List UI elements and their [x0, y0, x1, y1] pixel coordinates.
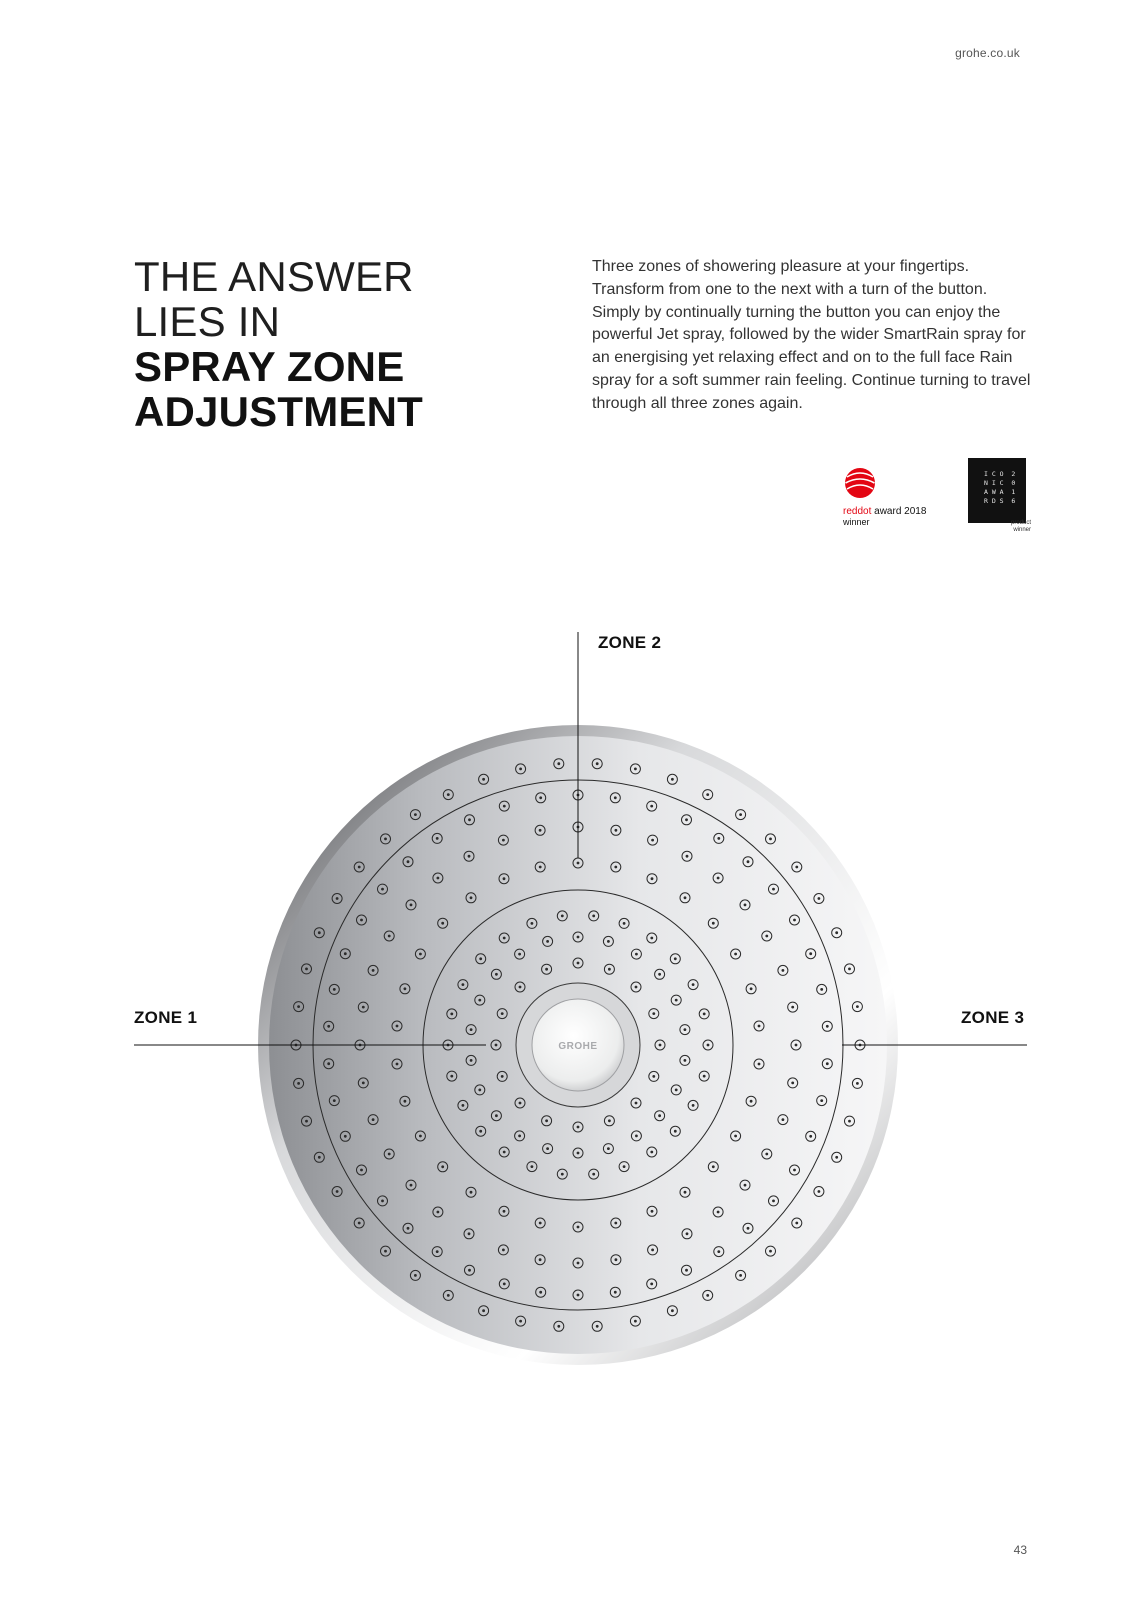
spray-nozzle-hole — [703, 1013, 706, 1016]
spray-nozzle-hole — [692, 1104, 695, 1107]
spray-nozzle-hole — [381, 888, 384, 891]
spray-nozzle-hole — [848, 968, 851, 971]
spray-nozzle-hole — [793, 919, 796, 922]
spray-nozzle-hole — [793, 1169, 796, 1172]
spray-nozzle-hole — [671, 778, 674, 781]
spray-nozzle-hole — [404, 987, 407, 990]
spray-nozzle-hole — [545, 968, 548, 971]
spray-nozzle-hole — [795, 1222, 798, 1225]
spray-nozzle-hole — [557, 762, 560, 765]
spray-nozzle-hole — [305, 968, 308, 971]
spray-nozzle-hole — [577, 1262, 580, 1265]
spray-nozzle-hole — [747, 860, 750, 863]
spray-nozzle-hole — [470, 896, 473, 899]
spray-nozzle-hole — [717, 877, 720, 880]
spray-nozzle-hole — [546, 940, 549, 943]
spray-nozzle-hole — [410, 904, 413, 907]
spray-nozzle-hole — [592, 1173, 595, 1176]
spray-nozzle-hole — [750, 987, 753, 990]
spray-nozzle-hole — [539, 829, 542, 832]
spray-nozzle-hole — [447, 793, 450, 796]
spray-nozzle-hole — [712, 1165, 715, 1168]
spray-nozzle-hole — [468, 1269, 471, 1272]
spray-nozzle-hole — [360, 919, 363, 922]
spray-nozzle-hole — [818, 1190, 821, 1193]
spray-nozzle-hole — [734, 953, 737, 956]
spray-nozzle-hole — [482, 1309, 485, 1312]
spray-nozzle-hole — [635, 1102, 638, 1105]
spray-nozzle-hole — [772, 888, 775, 891]
spray-nozzle-hole — [739, 813, 742, 816]
spray-nozzle-hole — [635, 953, 638, 956]
spray-nozzle-hole — [623, 1165, 626, 1168]
spray-nozzle-hole — [519, 1320, 522, 1323]
spray-nozzle-hole — [674, 957, 677, 960]
spray-nozzle-hole — [381, 1200, 384, 1203]
spray-nozzle-hole — [747, 1227, 750, 1230]
spray-nozzle-hole — [791, 1006, 794, 1009]
spray-nozzle-hole — [344, 1135, 347, 1138]
spray-nozzle-hole — [750, 1100, 753, 1103]
spray-nozzle-hole — [607, 1147, 610, 1150]
spray-nozzle-hole — [372, 1118, 375, 1121]
spray-nozzle-hole — [518, 953, 521, 956]
spray-nozzle-hole — [482, 778, 485, 781]
spray-nozzle-hole — [414, 813, 417, 816]
spray-nozzle-hole — [614, 1222, 617, 1225]
spray-nozzle-hole — [615, 829, 618, 832]
spray-nozzle-hole — [577, 862, 580, 865]
headline-line-4: ADJUSTMENT — [134, 388, 424, 435]
spray-nozzle-hole — [758, 1025, 761, 1028]
spray-nozzle-hole — [539, 1222, 542, 1225]
spray-nozzle-hole — [502, 839, 505, 842]
spray-nozzle-hole — [592, 915, 595, 918]
spray-nozzle-hole — [684, 896, 687, 899]
spray-nozzle-hole — [685, 818, 688, 821]
iconic-product-winner: product winner — [1010, 520, 1031, 533]
spray-nozzle-hole — [623, 922, 626, 925]
spray-nozzle-hole — [675, 1089, 678, 1092]
spray-nozzle-hole — [791, 1082, 794, 1085]
spray-nozzle-hole — [856, 1005, 859, 1008]
spray-nozzle-hole — [419, 953, 422, 956]
spray-nozzle-hole — [539, 1291, 542, 1294]
spray-nozzle-hole — [503, 1283, 506, 1286]
spray-nozzle-hole — [650, 1283, 653, 1286]
spray-nozzle-hole — [658, 973, 661, 976]
spray-nozzle-hole — [518, 1135, 521, 1138]
reddot-word-red: red — [843, 506, 858, 517]
spray-nozzle-hole — [577, 1226, 580, 1229]
spray-nozzle-hole — [758, 1063, 761, 1066]
spray-nozzle-hole — [614, 1291, 617, 1294]
spray-nozzle-hole — [557, 1325, 560, 1328]
spray-nozzle-hole — [333, 1099, 336, 1102]
spray-nozzle-hole — [468, 855, 471, 858]
spray-nozzle-hole — [769, 838, 772, 841]
spray-nozzle-hole — [635, 986, 638, 989]
spray-nozzle-hole — [470, 1191, 473, 1194]
spray-nozzle-hole — [539, 796, 542, 799]
spray-nozzle-hole — [414, 1274, 417, 1277]
spray-nozzle-hole — [344, 952, 347, 955]
spray-nozzle-hole — [407, 1227, 410, 1230]
spray-nozzle-hole — [447, 1294, 450, 1297]
spray-nozzle-hole — [441, 1165, 444, 1168]
spray-nozzle-hole — [835, 931, 838, 934]
spray-nozzle-hole — [707, 1044, 710, 1047]
spray-nozzle-hole — [651, 1210, 654, 1213]
spray-nozzle-hole — [503, 1151, 506, 1154]
spray-nozzle-hole — [614, 796, 617, 799]
spray-nozzle-hole — [436, 837, 439, 840]
spray-nozzle-hole — [744, 904, 747, 907]
intro-paragraph: Three zones of showering pleasure at your fingertips. Transform from one to the next with a turn of the button. Simply by continually turning the button you can enjoy the powerful Jet spray, followed by the wider SmartRain spray for an energising yet relaxing effect and on to the full face Rain spray for a soft summer rain feeling. Continue turning to travel through all three zones again. — [592, 258, 1031, 412]
spray-nozzle-hole — [502, 1249, 505, 1252]
spray-nozzle-hole — [437, 877, 440, 880]
spray-nozzle-hole — [479, 1130, 482, 1133]
spray-nozzle-hole — [692, 983, 695, 986]
zone-3-label: ZONE 3 — [961, 1008, 1025, 1027]
site-url: grohe.co.uk — [955, 46, 1020, 60]
spray-nozzle-hole — [470, 1059, 473, 1062]
spray-nozzle-hole — [470, 1028, 473, 1031]
spray-nozzle-hole — [519, 1102, 522, 1105]
spray-nozzle-hole — [607, 940, 610, 943]
spray-nozzle-hole — [684, 1191, 687, 1194]
spray-nozzle-hole — [396, 1063, 399, 1066]
headline-line-2: LIES IN — [134, 298, 281, 345]
spray-nozzle-hole — [835, 1156, 838, 1159]
spray-nozzle-hole — [577, 1126, 580, 1129]
headline-line-3: SPRAY ZONE — [134, 343, 405, 390]
spray-nozzle-hole — [685, 1269, 688, 1272]
spray-nozzle-hole — [384, 838, 387, 841]
spray-nozzle-hole — [577, 962, 580, 965]
spray-nozzle-hole — [734, 1135, 737, 1138]
spray-nozzle-hole — [441, 922, 444, 925]
spray-nozzle-hole — [478, 999, 481, 1002]
spray-nozzle-hole — [820, 1099, 823, 1102]
spray-nozzle-hole — [652, 1075, 655, 1078]
spray-nozzle-hole — [608, 1119, 611, 1122]
spray-nozzle-hole — [659, 1044, 662, 1047]
zone-2-label: ZONE 2 — [598, 633, 662, 652]
spray-nozzle-hole — [360, 1169, 363, 1172]
spray-nozzle-hole — [519, 768, 522, 771]
spray-nozzle-hole — [703, 1075, 706, 1078]
spray-nozzle-hole — [437, 1211, 440, 1214]
spray-nozzle-hole — [615, 1258, 618, 1261]
spray-nozzle-hole — [388, 935, 391, 938]
spray-nozzle-hole — [765, 935, 768, 938]
spray-nozzle-hole — [450, 1013, 453, 1016]
spray-nozzle-hole — [468, 818, 471, 821]
spray-nozzle-hole — [717, 837, 720, 840]
iconic-awards-text: I C O 2 N I C 0 A W A 1 R D S 6 — [984, 470, 1016, 505]
spray-nozzle-hole — [462, 983, 465, 986]
spray-nozzle-hole — [706, 793, 709, 796]
headline-line-1: THE ANSWER — [134, 253, 414, 300]
spray-nozzle-hole — [848, 1120, 851, 1123]
spray-nozzle-hole — [650, 1151, 653, 1154]
spray-nozzle-hole — [795, 866, 798, 869]
spray-nozzle-hole — [686, 1232, 689, 1235]
reddot-winner-label: winner — [843, 517, 870, 527]
spray-nozzle-hole — [739, 1274, 742, 1277]
spray-nozzle-hole — [501, 1012, 504, 1015]
spray-nozzle-hole — [388, 1153, 391, 1156]
spray-nozzle-hole — [410, 1184, 413, 1187]
spray-nozzle-hole — [468, 1232, 471, 1235]
spray-nozzle-hole — [650, 805, 653, 808]
spray-nozzle-hole — [818, 897, 821, 900]
spray-nozzle-hole — [674, 1130, 677, 1133]
spray-nozzle-hole — [450, 1075, 453, 1078]
spray-nozzle-hole — [782, 969, 785, 972]
brand-logo: GROHE — [558, 1041, 598, 1052]
spray-nozzle-hole — [577, 1294, 580, 1297]
spray-nozzle-hole — [539, 1258, 542, 1261]
spray-nozzle-hole — [503, 937, 506, 940]
spray-nozzle-hole — [362, 1082, 365, 1085]
spray-nozzle-hole — [782, 1118, 785, 1121]
spray-nozzle-hole — [318, 1156, 321, 1159]
reddot-word-dot: dot — [857, 506, 872, 517]
reddot-award-year: award 2018 — [871, 506, 927, 517]
spray-nozzle-hole — [519, 986, 522, 989]
spray-nozzle-hole — [479, 957, 482, 960]
spray-nozzle-hole — [686, 855, 689, 858]
spray-nozzle-hole — [336, 897, 339, 900]
spray-nozzle-hole — [546, 1147, 549, 1150]
spray-nozzle-hole — [634, 768, 637, 771]
spray-nozzle-hole — [404, 1100, 407, 1103]
spray-nozzle-hole — [712, 922, 715, 925]
spray-nozzle-hole — [596, 1325, 599, 1328]
zone-1-label: ZONE 1 — [134, 1008, 198, 1027]
spray-nozzle-hole — [297, 1005, 300, 1008]
spray-nozzle-hole — [407, 860, 410, 863]
spray-nozzle-hole — [561, 915, 564, 918]
spray-nozzle-hole — [826, 1025, 829, 1028]
spray-nozzle-hole — [684, 1059, 687, 1062]
spray-nozzle-hole — [577, 936, 580, 939]
spray-nozzle-hole — [684, 1028, 687, 1031]
spray-nozzle-hole — [336, 1190, 339, 1193]
spray-nozzle-hole — [809, 1135, 812, 1138]
spray-nozzle-hole — [362, 1006, 365, 1009]
spray-nozzle-hole — [651, 1249, 654, 1252]
spray-nozzle-hole — [462, 1104, 465, 1107]
spray-nozzle-hole — [826, 1062, 829, 1065]
spray-nozzle-hole — [820, 988, 823, 991]
spray-nozzle-hole — [651, 839, 654, 842]
spray-nozzle-hole — [384, 1250, 387, 1253]
spray-nozzle-hole — [419, 1135, 422, 1138]
spray-nozzle-hole — [297, 1082, 300, 1085]
spray-nozzle-hole — [561, 1173, 564, 1176]
spray-nozzle-hole — [495, 1114, 498, 1117]
spray-nozzle-hole — [327, 1025, 330, 1028]
spray-nozzle-hole — [358, 866, 361, 869]
spray-nozzle-hole — [809, 952, 812, 955]
spray-nozzle-hole — [651, 877, 654, 880]
spray-nozzle-hole — [650, 937, 653, 940]
spray-nozzle-hole — [503, 805, 506, 808]
spray-nozzle-hole — [333, 988, 336, 991]
spray-nozzle-hole — [765, 1153, 768, 1156]
spray-nozzle-hole — [717, 1250, 720, 1253]
spray-nozzle-hole — [305, 1120, 308, 1123]
spray-nozzle-hole — [396, 1025, 399, 1028]
page-number: 43 — [1013, 1543, 1027, 1557]
spray-nozzle-hole — [545, 1119, 548, 1122]
spray-nozzle-hole — [608, 968, 611, 971]
spray-nozzle-hole — [531, 1165, 534, 1168]
spray-nozzle-hole — [531, 922, 534, 925]
spray-nozzle-hole — [675, 999, 678, 1002]
spray-nozzle-hole — [856, 1082, 859, 1085]
spray-nozzle-hole — [795, 1044, 798, 1047]
spray-nozzle-hole — [503, 1210, 506, 1213]
spray-nozzle-hole — [501, 1075, 504, 1078]
spray-nozzle-hole — [478, 1089, 481, 1092]
spray-nozzle-hole — [318, 931, 321, 934]
spray-nozzle-hole — [596, 762, 599, 765]
spray-nozzle-hole — [652, 1012, 655, 1015]
spray-nozzle-hole — [634, 1320, 637, 1323]
spray-nozzle-hole — [495, 973, 498, 976]
spray-nozzle-hole — [717, 1211, 720, 1214]
spray-nozzle-hole — [539, 866, 542, 869]
spray-nozzle-hole — [327, 1062, 330, 1065]
spray-nozzle-hole — [436, 1250, 439, 1253]
spray-nozzle-hole — [577, 1152, 580, 1155]
spray-nozzle-hole — [635, 1135, 638, 1138]
spray-nozzle-hole — [503, 877, 506, 880]
spray-nozzle-hole — [358, 1222, 361, 1225]
spray-nozzle-hole — [772, 1200, 775, 1203]
spray-nozzle-hole — [744, 1184, 747, 1187]
spray-nozzle-hole — [495, 1044, 498, 1047]
spray-nozzle-hole — [671, 1309, 674, 1312]
spray-nozzle-hole — [706, 1294, 709, 1297]
spray-nozzle-hole — [769, 1250, 772, 1253]
spray-nozzle-hole — [372, 969, 375, 972]
spray-nozzle-hole — [658, 1114, 661, 1117]
spray-nozzle-hole — [614, 866, 617, 869]
